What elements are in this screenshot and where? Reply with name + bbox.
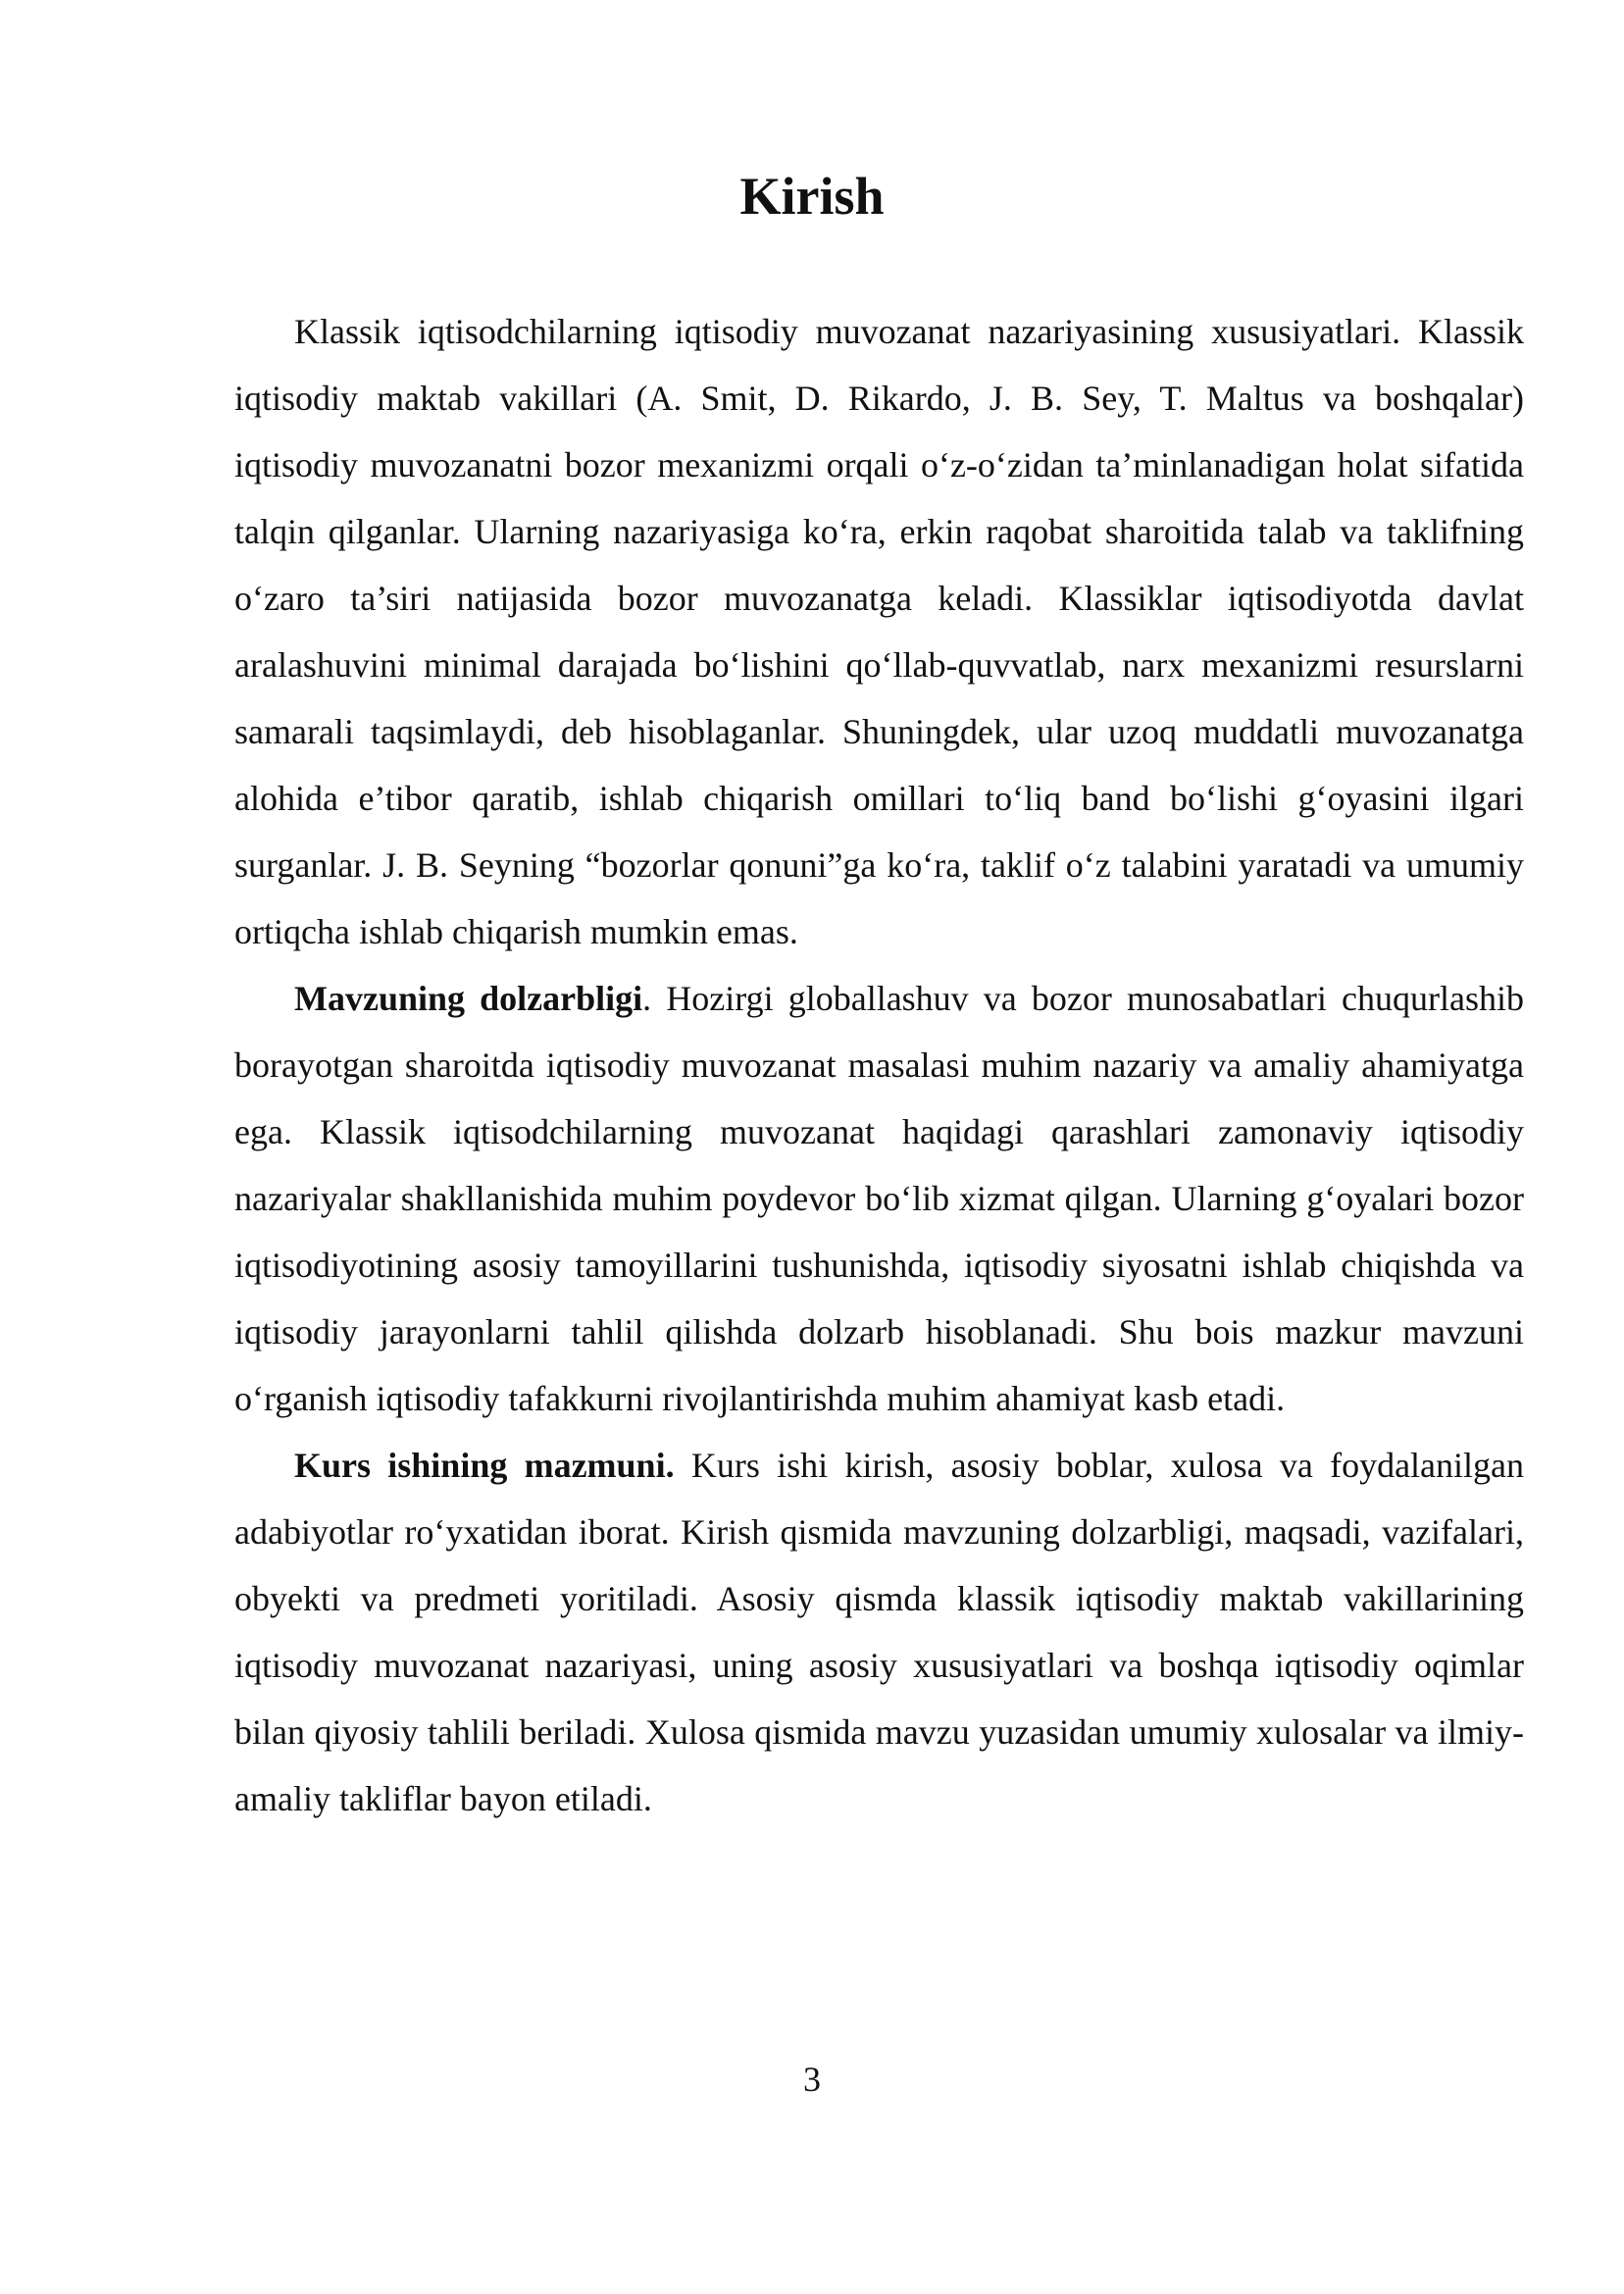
paragraph-intro xyxy=(234,298,1524,965)
page-title: Kirish xyxy=(739,167,885,226)
page-number: 3 xyxy=(803,2060,821,2099)
paragraph-text: . Hozirgi globallashuv va bozor munosabatlari chuqurlashib borayotgan sharoitda iqtisodiy muvozanat masalasi muhim nazariy va amaliy ahamiyatga ega. Klassik iqtisodchilarning muvozanat haqidagi qarashlari zamonaviy iqtisodiy nazariyalar shakllanishida muhim poydevor bo‘lib xizmat qilgan. Ularning g‘oyalari bozor iqtisodiyotining asosiy tamoyillarini tushunishda, iqtisodiy siyosatni ishlab chiqishda va iqtisodiy jarayonlarni tahlil qilishda dolzarb hisoblanadi. Shu bois mazkur mavzuni o‘rganish iqtisodiy tafakkurni rivojlantirishda muhim ahamiyat kasb etadi. xyxy=(234,979,1525,1418)
paragraph-lead: Kurs ishining mazmuni. xyxy=(294,1446,675,1485)
paragraph-content xyxy=(234,1432,1524,1832)
paragraph-text: Kurs ishi kirish, asosiy boblar, xulosa va foydalanilgan adabiyotlar ro‘yxatidan iborat. Kirish qismida mavzuning dolzarbligi, maqsadi, vazifalari, obyekti va predmeti yoritiladi. Asosiy qismda klassik iqtisodiy maktab vakillarining iqtisodiy muvozanat nazariyasi, uning asosiy xususiyatlari va boshqa iqtisodiy oqimlar bilan qiyosiy tahlili beriladi. Xulosa qismida mavzu yuzasidan umumiy xulosalar va ilmiy-amaliy takliflar bayon etiladi. xyxy=(234,1446,1525,1818)
paragraph-lead: Mavzuning dolzarbligi xyxy=(294,979,643,1018)
body-text xyxy=(234,298,1524,1832)
paragraph-relevance xyxy=(234,965,1524,1432)
paragraph-text: Klassik iqtisodchilarning iqtisodiy muvozanat nazariyasining xususiyatlari. Klassik iqtisodiy maktab vakillari (A. Smit, D. Rikardo, J. B. Sey, T. Maltus va boshqalar) iqtisodiy muvozanatni bozor mexanizmi orqali o‘z-o‘zidan ta’minlanadigan holat sifatida talqin qilganlar. Ularning nazariyasiga ko‘ra, erkin raqobat sharoitida talab va taklifning o‘zaro ta’siri natijasida bozor muvozanatga keladi. Klassiklar iqtisodiyotda davlat aralashuvini minimal darajada bo‘lishini qo‘llab-quvvatlab, narx mexanizmi resurslarni samarali taqsimlaydi, deb hisoblaganlar. Shuningdek, ular uzoq muddatli muvozanatga alohida e’tibor qaratib, ishlab chiqarish omillari to‘liq band bo‘lishi g‘oyasini ilgari surganlar. J. B. Seyning “bozorlar qonuni”ga ko‘ra, taklif o‘z talabini yaratadi va umumiy ortiqcha ishlab chiqarish mumkin emas. xyxy=(234,312,1524,951)
